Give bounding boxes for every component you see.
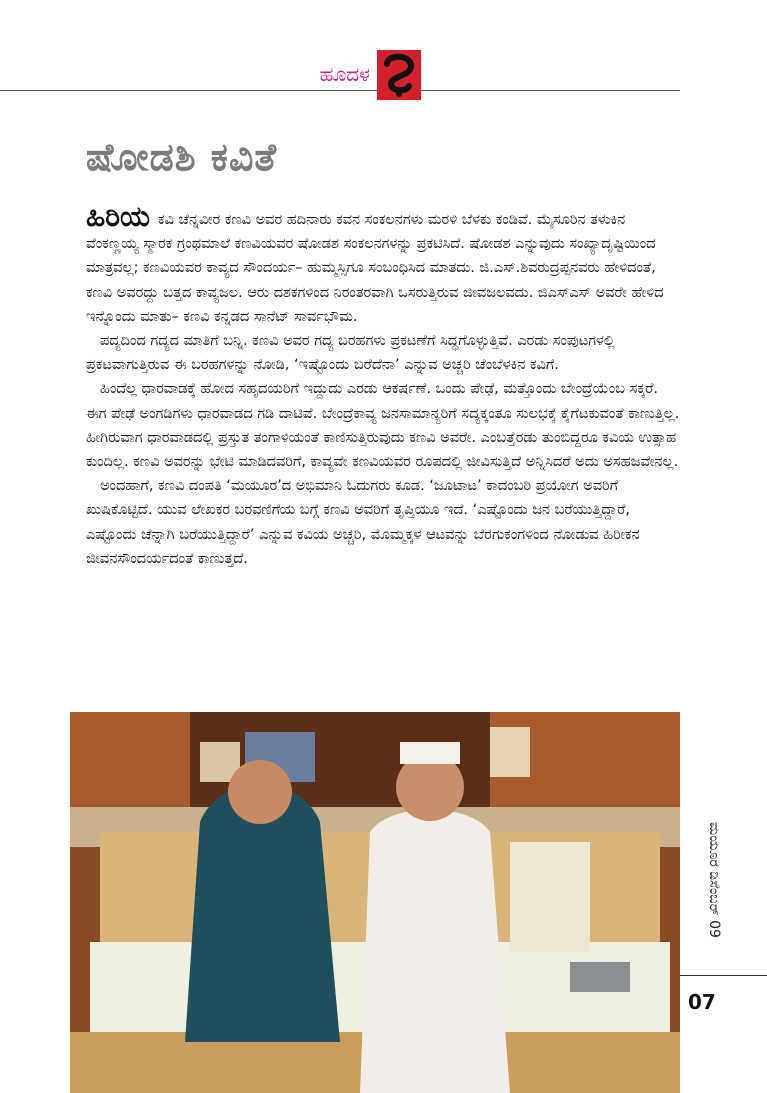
couple-photo (70, 712, 680, 1093)
side-rule (680, 975, 767, 976)
header-rule (0, 90, 680, 91)
paragraph-1 (86, 200, 680, 329)
article-title: ಷೋಡಶಿ ಕವಿತೆ (86, 135, 278, 179)
section-logo-icon (377, 50, 421, 100)
section-label: ಹೂದಳ (319, 62, 370, 86)
page-number: 07 (688, 990, 716, 1014)
paragraph-4: ಅಂದಹಾಗೆ, ಕಣವಿ ದಂಪತಿ ‘ಮಯೂರ’ದ ಅಭಿಮಾನಿ ಓದುಗರು ಕೂಡ. ‘ಜೂಟಾಟ’ ಕಾದಂಬರಿ ಪ್ರಯೋಗ ಅವರಿಗೆ ಖುಷಿಕೊಟ್ಟಿದೆ. ಯುವ ಲೇಖಕರ ಬರವಣಿಗೆಯ ಬಗ್ಗೆ ಕಣವಿ ಅವರಿಗೆ ತೃಪ್ತಿಯೂ ಇದೆ. ‘ಎಷ್ಟೊಂದು ಜನ ಬರೆಯುತ್ತಿದ್ದಾರೆ, ಎಷ್ಟೊಂದು ಚೆನ್ನಾಗಿ ಬರೆಯುತ್ತಿದ್ದಾರೆ’ ಎನ್ನುವ ಕವಿಯ ಅಚ್ಚರಿ, ಮೊಮ್ಮಕ್ಕಳ ಆಟವನ್ನು ಬೆರಗುಕಂಗಳಿಂದ ನೋಡುವ ಹಿರೀಕನ ಜೀವನಸೌಂದರ್ಯದಂತೆ ಕಾಣುತ್ತದೆ. (86, 478, 640, 567)
issue-date (704, 795, 724, 965)
article-body (86, 200, 680, 571)
paragraph-2: ಪದ್ಯದಿಂದ ಗದ್ಯದ ಮಾತಿಗೆ ಬನ್ನಿ. ಕಣವಿ ಅವರ ಗದ್ಯ ಬರಹಗಳು ಪ್ರಕಟಣೆಗೆ ಸಿದ್ಧಗೊಳ್ಳುತ್ತಿವೆ. ಎರಡು ಸಂಪುಟಗಳಲ್ಲಿ ಪ್ರಕಟವಾಗುತ್ತಿರುವ ಈ ಬರಹಗಳನ್ನು ನೋಡಿ, ‘ಇಷ್ಟೊಂದು ಬರೆದೆನಾ’ ಎನ್ನುವ ಅಚ್ಚರಿ ಚೆಂಬೆಳಕಿನ ಕವಿಗೆ. (86, 333, 615, 374)
lead-word: ಹಿರಿಯ (86, 200, 151, 233)
paragraph-3: ಹಿಂದೆಲ್ಲ ಧಾರವಾಡಕ್ಕೆ ಹೋದ ಸಹೃದಯರಿಗೆ ಇದ್ದುದು ಎರಡು ಆಕರ್ಷಣೆ. ಒಂದು ಪೇಢೆ, ಮತ್ತೊಂದು ಬೇಂದ್ರೆಯೆಂಬ ಸಕ್ಕರೆ. ಈಗ ಪೇಢೆ ಅಂಗಡಿಗಳು ಧಾರವಾಡದ ಗಡಿ ದಾಟಿವೆ. ಬೇಂದ್ರೆಕಾವ್ಯ ಜನಸಾಮಾನ್ಯರಿಗೆ ಸದ್ಯಕ್ಕಂತೂ ಸುಲಭಕ್ಕೆ ಕೈಗೆಟಕುವಂತೆ ಕಾಣುತ್ತಿಲ್ಲ. ಹೀಗಿರುವಾಗ ಧಾರವಾಡದಲ್ಲಿ ಪ್ರಸ್ತುತ ತಂಗಾಳಿಯಂತೆ ಕಾಣಿಸುತ್ತಿರುವುದು ಕಣವಿ ಅವರೇ. ಎಂಬತ್ತೆರಡು ತುಂಬಿದ್ದರೂ ಕವಿಯ ಉತ್ಸಾಹ ಕುಂದಿಲ್ಲ. ಕಣವಿ ಅವರನ್ನು ಭೇಟಿ ಮಾಡಿದವರಿಗೆ, ಕಾವ್ಯವೇ ಕಣವಿಯವರ ರೂಪದಲ್ಲಿ ಜೀವಿಸುತ್ತಿದೆ ಅನ್ನಿಸಿದರೆ ಅದು ಅಸಹಜವೇನಲ್ಲ. (86, 381, 680, 471)
issue-date-text: ಮಯೂರ ಡಿಸೆಂಬರ್ 09 (706, 822, 722, 938)
paragraph-1-text: ಕವಿ ಚೆನ್ನವೀರ ಕಣವಿ ಅವರ ಹದಿನಾರು ಕವನ ಸಂಕಲನಗಳು ಮರಳಿ ಬೆಳಕು ಕಂಡಿವೆ. ಮೈಸೂರಿನ ತಳುಕಿನ ವೆಂಕಣ್ಣಯ್ಯ ಸ್ಮಾರಕ ಗ್ರಂಥಮಾಲೆ ಕಣವಿಯವರ ಷೋಡಶ ಸಂಕಲನಗಳನ್ನು ಪ್ರಕಟಿಸಿದೆ. ಷೋಡಶ ಎನ್ನುವುದು ಸಂಖ್ಯಾದೃಷ್ಟಿಯಿಂದ ಮಾತ್ರವಲ್ಲ; ಕಣವಿಯವರ ಕಾವ್ಯದ ಸೌಂದರ್ಯ– ಹುಮ್ಮಸ್ಸಿಗೂ ಸಂಬಂಧಿಸಿದ ಮಾತದು. ಜಿ.ಎಸ್.ಶಿವರುದ್ರಪ್ಪನವರು ಹೇಳಿದಂತೆ, ಕಣವಿ ಅವರದ್ದು ಬತ್ತದ ಕಾವ್ಯಜಲ. ಆರು ದಶಕಗಳಿಂದ ನಿರಂತರವಾಗಿ ಒಸರುತ್ತಿರುವ ಜೀವಜಲವದು. ಜಿಎಸ್ಎಸ್ ಅವರೇ ಹೇಳಿದ ಇನ್ನೊಂದು ಮಾತು– ಕಣವಿ ಕನ್ನಡದ ಸಾನೆಟ್ ಸಾರ್ವಭೌಮ. (86, 212, 664, 325)
